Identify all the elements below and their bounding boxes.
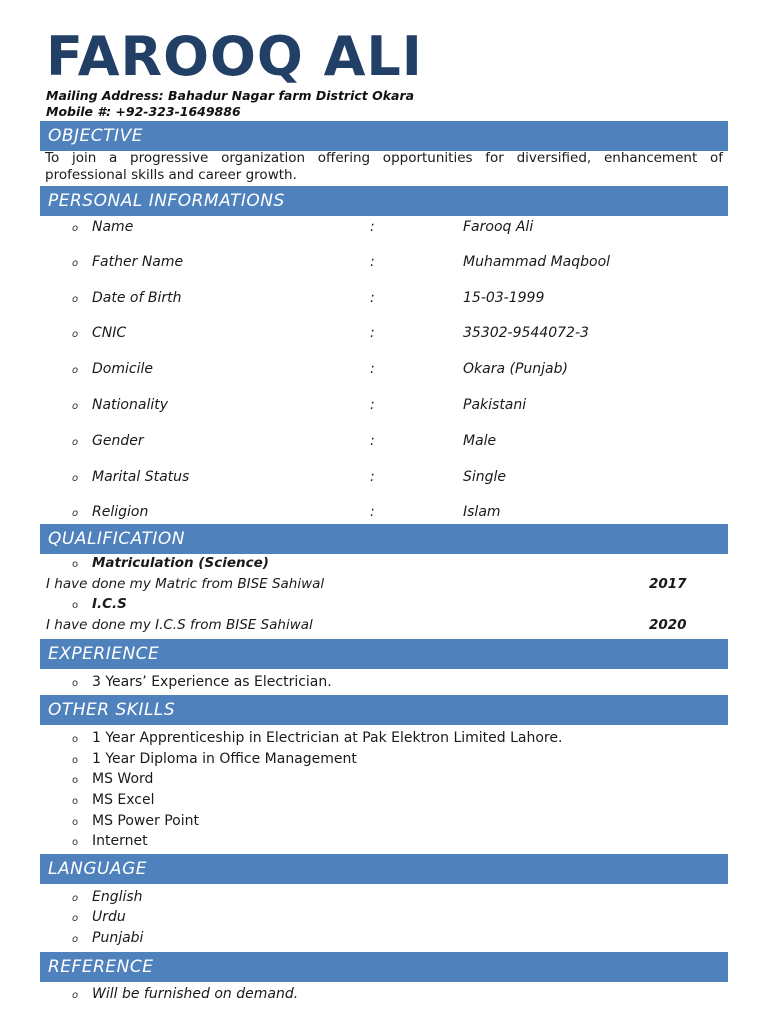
qualification-year: 2020 [649, 617, 687, 633]
bullet-icon: o [72, 329, 79, 340]
personal-info-row [0, 361, 768, 381]
personal-info-value: Single [463, 469, 507, 485]
bullet-icon: o [72, 990, 79, 1001]
qualification-heading: QUALIFICATION [40, 524, 728, 554]
separator: : [370, 219, 375, 235]
bullet-icon: o [72, 817, 79, 828]
list-item [0, 771, 768, 791]
personal-info-value: Muhammad Maqbool [463, 254, 611, 270]
personal-info-value: 35302-9544072-3 [463, 325, 589, 341]
bullet-icon: o [72, 223, 79, 234]
qualification-title: Matriculation (Science) [92, 555, 269, 571]
bullet-icon: o [72, 775, 79, 786]
bullet-icon: o [72, 755, 79, 766]
language-item: Urdu [92, 909, 126, 925]
personal-info-row [0, 219, 768, 239]
personal-info-row [0, 254, 768, 274]
qualification-year: 2017 [649, 576, 687, 592]
personal-info-value: Farooq Ali [463, 219, 534, 235]
skill-item: MS Excel [92, 792, 155, 808]
separator: : [370, 254, 375, 270]
other-skills-heading: OTHER SKILLS [40, 695, 728, 725]
objective-heading: OBJECTIVE [40, 121, 728, 151]
personal-info-value: 15-03-1999 [463, 290, 545, 306]
skill-item: 1 Year Apprenticeship in Electrician at Pak Elektron Limited Lahore. [92, 730, 563, 746]
separator: : [370, 433, 375, 449]
personal-info-heading: PERSONAL INFORMATIONS [40, 186, 728, 216]
list-item [0, 930, 768, 950]
experience-heading: EXPERIENCE [40, 639, 728, 669]
list-item [0, 730, 768, 750]
objective-text: To join a progressive organization offering opportunities for diversified, enhancement of professional skills and career growth. [45, 150, 723, 183]
bullet-icon: o [72, 934, 79, 945]
language-item: Punjabi [92, 930, 144, 946]
candidate-name: FAROOQ ALI [46, 25, 423, 88]
separator: : [370, 504, 375, 520]
reference-item: Will be furnished on demand. [92, 986, 299, 1002]
list-item [0, 792, 768, 812]
personal-info-row [0, 469, 768, 489]
personal-info-label: Nationality [92, 397, 169, 413]
language-item: English [92, 889, 143, 905]
bullet-icon: o [72, 734, 79, 745]
bullet-icon: o [72, 401, 79, 412]
personal-info-row [0, 290, 768, 310]
bullet-icon: o [72, 258, 79, 269]
separator: : [370, 361, 375, 377]
bullet-icon: o [72, 559, 79, 570]
skill-item: MS Word [92, 771, 154, 787]
qualification-description: I have done my I.C.S from BISE Sahiwal [46, 617, 313, 633]
list-item [0, 986, 768, 1006]
list-item [0, 674, 768, 694]
personal-info-label: Father Name [92, 254, 184, 270]
personal-info-label: CNIC [92, 325, 127, 341]
personal-info-label: Religion [92, 504, 149, 520]
personal-info-value: Pakistani [463, 397, 527, 413]
bullet-icon: o [72, 600, 79, 611]
separator: : [370, 325, 375, 341]
skill-item: MS Power Point [92, 813, 199, 829]
bullet-icon: o [72, 893, 79, 904]
list-item [0, 751, 768, 771]
language-heading: LANGUAGE [40, 854, 728, 884]
bullet-icon: o [72, 365, 79, 376]
personal-info-row [0, 433, 768, 453]
list-item [0, 833, 768, 853]
reference-heading: REFERENCE [40, 952, 728, 982]
bullet-icon: o [72, 837, 79, 848]
bullet-icon: o [72, 294, 79, 305]
separator: : [370, 290, 375, 306]
personal-info-label: Domicile [92, 361, 153, 377]
mobile-number: Mobile #: +92-323-1649886 [46, 104, 241, 119]
personal-info-label: Marital Status [92, 469, 190, 485]
bullet-icon: o [72, 796, 79, 807]
qualification-title: I.C.S [92, 596, 127, 612]
list-item [0, 909, 768, 929]
qualification-description: I have done my Matric from BISE Sahiwal [46, 576, 325, 592]
personal-info-row [0, 325, 768, 345]
personal-info-label: Date of Birth [92, 290, 182, 306]
personal-info-value: Male [463, 433, 497, 449]
bullet-icon: o [72, 473, 79, 484]
personal-info-row [0, 397, 768, 417]
list-item [0, 813, 768, 833]
mailing-address: Mailing Address: Bahadur Nagar farm District Okara [46, 88, 415, 103]
skill-item: Internet [92, 833, 148, 849]
bullet-icon: o [72, 508, 79, 519]
skill-item: 1 Year Diploma in Office Management [92, 751, 357, 767]
personal-info-label: Name [92, 219, 134, 235]
bullet-icon: o [72, 678, 79, 689]
separator: : [370, 469, 375, 485]
personal-info-row [0, 504, 768, 524]
personal-info-value: Islam [463, 504, 501, 520]
personal-info-value: Okara (Punjab) [463, 361, 568, 377]
separator: : [370, 397, 375, 413]
experience-item: 3 Years’ Experience as Electrician. [92, 674, 332, 690]
bullet-icon: o [72, 913, 79, 924]
personal-info-label: Gender [92, 433, 144, 449]
bullet-icon: o [72, 437, 79, 448]
list-item [0, 889, 768, 909]
